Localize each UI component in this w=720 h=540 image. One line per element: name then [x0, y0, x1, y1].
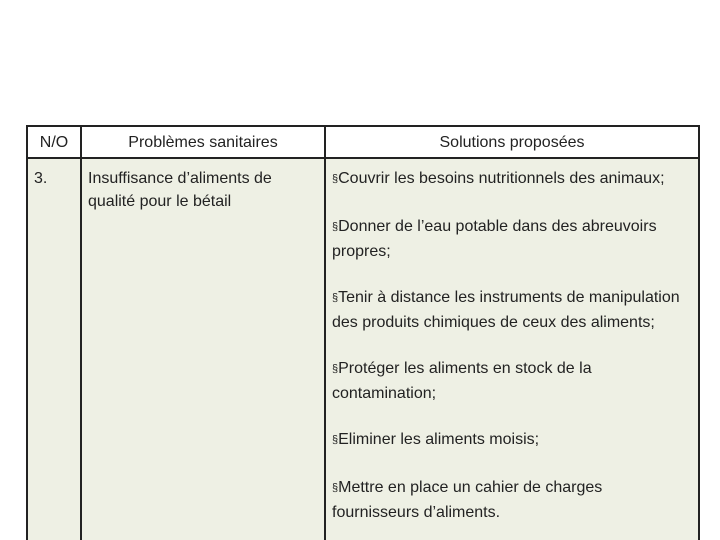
- table-header-row: [27, 126, 699, 158]
- solution-text: Eliminer les aliments moisis;: [338, 431, 540, 448]
- header-number: N/O: [27, 126, 81, 158]
- row-problem: Insuffisance d’aliments de qualité pour le bétail: [81, 158, 325, 540]
- solution-text: Protéger les aliments en stock de la contamination;: [332, 360, 592, 402]
- bullet-icon: §: [332, 221, 339, 233]
- header-problems: Problèmes sanitaires: [81, 126, 325, 158]
- row-solutions: [325, 158, 699, 540]
- solution-item: [332, 215, 692, 263]
- solution-item: [332, 286, 692, 334]
- table-row: [27, 158, 699, 540]
- bullet-icon: §: [332, 173, 339, 185]
- solution-list: [332, 167, 692, 524]
- solution-text: Donner de l’eau potable dans des abreuvoirs propres;: [332, 218, 657, 260]
- bullet-icon: §: [332, 434, 339, 446]
- solution-item: [332, 476, 692, 524]
- row-number: 3.: [27, 158, 81, 540]
- bullet-icon: §: [332, 363, 339, 375]
- solution-item: [332, 357, 692, 405]
- solution-text: Couvrir les besoins nutritionnels des animaux;: [338, 170, 665, 187]
- sanitary-problems-table: [26, 125, 700, 540]
- bullet-icon: §: [332, 482, 339, 494]
- solution-text: Mettre en place un cahier de charges fournisseurs d’aliments.: [332, 479, 603, 521]
- solution-text: Tenir à distance les instruments de manipulation des produits chimiques de ceux des aliments;: [332, 289, 680, 331]
- bullet-icon: §: [332, 292, 339, 304]
- solution-item: [332, 167, 692, 192]
- header-solutions: Solutions proposées: [325, 126, 699, 158]
- solution-item: [332, 428, 692, 453]
